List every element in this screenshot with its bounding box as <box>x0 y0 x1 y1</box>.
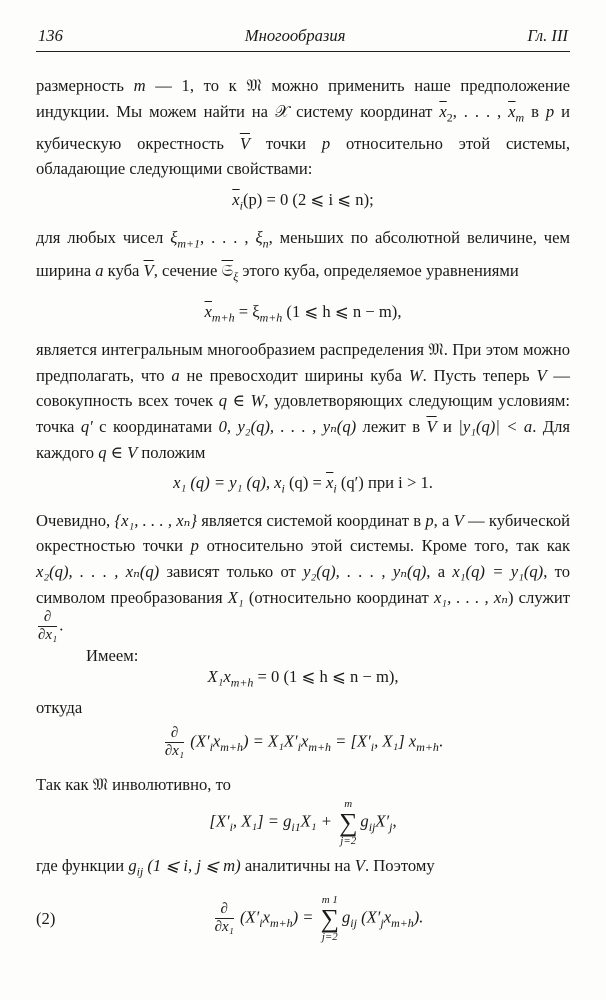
formula-commutator-derivative: $\frac{\partial}{\text{∂x₁}}$ $(X'_ix_{m+h}) = X_1X'_ix_{m+h} = [X'_i$, X₁] $x_{m+h}$. <box>164 725 444 759</box>
formula-numbered-2: (2) $\frac{\partial}{\text{∂x₁}}$ $(X'_ix_{m+h})$ = m 1 ∑ j=2 $g_{ij}$ $(X'_jx_{m+h})$. <box>36 893 424 943</box>
running-header <box>36 26 570 52</box>
formula-coordinates-zero: $\overline{x}_i(p) = 0$ (2 ⩽ i ⩽ n); <box>232 189 374 213</box>
paragraph-cubic-neighborhood: Очевидно, {x₁, . . . , xₙ} является системой координат в p, а V — кубической окрестностью точки p относительно этой системы. Кроме того, так как x₂(q), . . . , xₙ(q) зависят только от y₂(q), . . . , yₙ(q), а x₁(q) = y₁(q), то символом преобразования X₁ (относительно координат x₁, . . . , xₙ) служит $\frac{\partial}{\text{∂x₁}}$ . <box>36 510 571 643</box>
formula-section-equations: $\overline{x}_{m+h} = \xi_{m+h}$ (1 ⩽ h ⩽ n − m), <box>204 301 402 325</box>
paragraph-induction: размерность m — 1, то к 𝔐 можно применить наше предположение индукции. Мы можем найти на 𝒳 систему координат $\overline{x}_2$, . . . , $\overline{x}_m$ в p и кубическую окрестность $\overline{V}$ точки p относительно этой системы, обладающие следующими свойствами: <box>36 76 570 179</box>
paragraph-analytic-functions: где функции $g_{ij}$ (1 ⩽ i, j ⩽ m) аналитичны на V. Поэтому <box>36 855 435 879</box>
paragraph-involutive: Так как 𝔐 инволютивно, то <box>36 774 231 794</box>
summation-sign: m ∑ j=2 <box>339 798 358 847</box>
page-number: 136 <box>38 26 63 45</box>
equation-label: (2) <box>36 908 56 928</box>
paragraph-section: для любых чисел $\xi_{m+1}$, . . . , $\xi_n$, меньших по абсолютной величине, чем ширина a куба $\overline{V}$, сечение 𝔖$_\xi$ этого куба, определяемое уравнениями <box>36 228 571 284</box>
formula-X1-zero: $X_1x_{m+h} = 0$ (1 ⩽ h ⩽ n − m), <box>207 667 399 690</box>
paragraph-integral-manifold: является интегральным многообразием распределения 𝔐. При этом можно предполагать, что a не превосходит ширины куба W. Пусть теперь V — совокупность всех точек q ∈ W, удовлетворяющих следующим условиям: точка q′ с координатами 0, y₂(q), . . . , yₙ(q) лежит в $\overline{V}$ и |y₁(q)| < a. Для каждого q ∈ V положим <box>36 340 571 462</box>
formula-define-coordinates: x₁ (q) = y₁ (q), $x_i$ $(q) = \overline{x}_i$ (q′) при i > 1. <box>173 473 433 496</box>
chapter-label: Гл. III <box>527 26 568 45</box>
fraction-d-dx1: $\frac{\partial}{\text{∂x₁}}$ <box>38 609 58 643</box>
paragraph-we-have: Имеем: <box>86 646 139 666</box>
paragraph-whence: откуда <box>36 697 83 717</box>
formula-commutator-sum: [$X'_i$, $X_1] = g_{i1}X_1$ + m ∑ j=2 $g_{ij}X'_j$, <box>209 798 397 847</box>
running-title: Многообразия <box>244 26 346 45</box>
